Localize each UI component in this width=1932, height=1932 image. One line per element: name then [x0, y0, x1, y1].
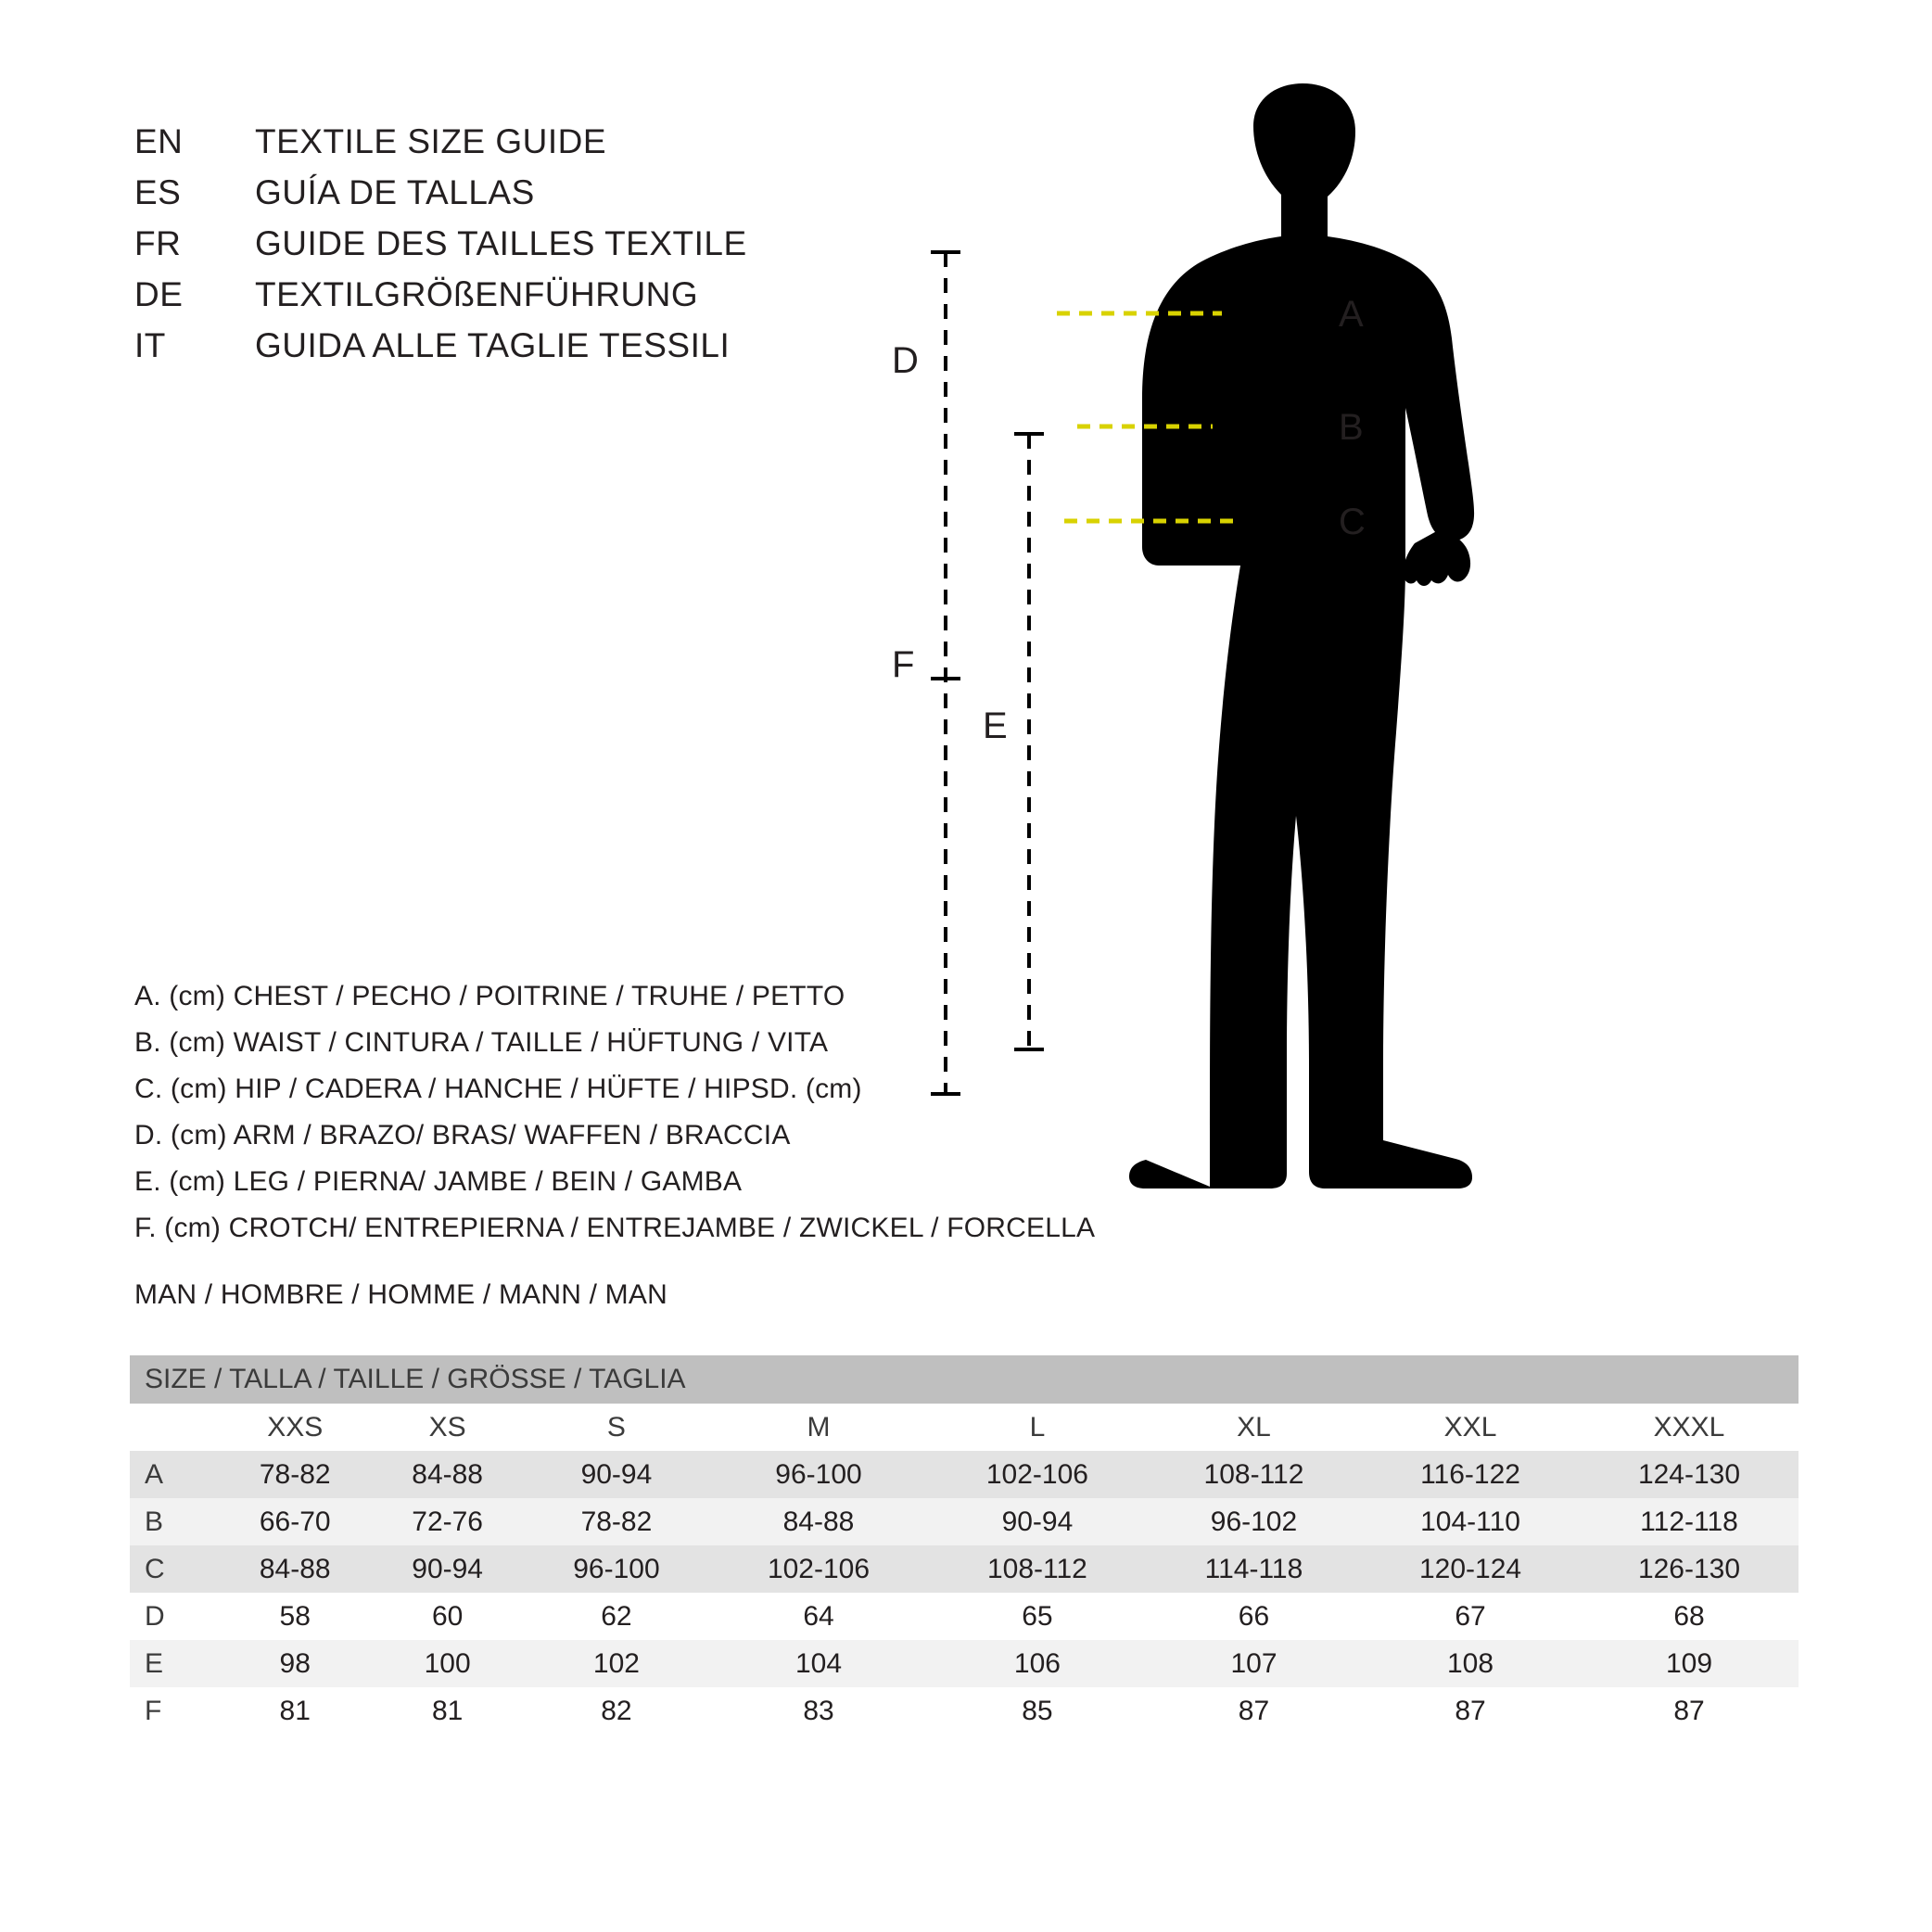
cell-c-xl: 114-118 — [1147, 1545, 1361, 1593]
title-lang-text: GUIDA ALLE TAGLIE TESSILI — [255, 326, 731, 364]
cell-d-xs: 60 — [371, 1593, 523, 1640]
cell-c-xxs: 84-88 — [219, 1545, 371, 1593]
cell-b-l: 90-94 — [928, 1498, 1147, 1545]
legend-item-f: F. (cm) CROTCH/ ENTREPIERNA / ENTREJAMBE / ZWICKEL / FORCELLA — [134, 1213, 1096, 1243]
table-band-header — [130, 1355, 1799, 1404]
cell-f-xs: 81 — [371, 1687, 523, 1735]
cell-b-xxxl: 112-118 — [1580, 1498, 1799, 1545]
callout-label-b: B — [1339, 407, 1364, 448]
title-row — [134, 320, 969, 371]
corner-cell — [130, 1404, 219, 1451]
table-row — [130, 1593, 1799, 1640]
cell-e-xxs: 98 — [219, 1640, 371, 1687]
size-header-m: M — [709, 1404, 928, 1451]
cell-a-xxxl: 124-130 — [1580, 1451, 1799, 1498]
callout-label-e: E — [983, 705, 1008, 746]
title-lang-text: TEXTILE SIZE GUIDE — [255, 122, 607, 160]
row-label-a: A — [130, 1451, 219, 1498]
cell-d-l: 65 — [928, 1593, 1147, 1640]
title-lang-code: FR — [134, 224, 182, 262]
dimension-e — [1014, 434, 1044, 1049]
cell-d-xxxl: 68 — [1580, 1593, 1799, 1640]
cell-e-s: 102 — [524, 1640, 709, 1687]
table-row — [130, 1545, 1799, 1593]
cell-c-xxl: 120-124 — [1361, 1545, 1580, 1593]
callout-label-c: C — [1339, 502, 1366, 542]
cell-f-m: 83 — [709, 1687, 928, 1735]
table-row — [130, 1498, 1799, 1545]
callout-label-a: A — [1339, 294, 1364, 335]
cell-f-xxs: 81 — [219, 1687, 371, 1735]
callout-label-d: D — [892, 340, 919, 381]
title-block — [134, 116, 969, 371]
size-header-xxl: XXL — [1361, 1404, 1580, 1451]
cell-b-xxs: 66-70 — [219, 1498, 371, 1545]
cell-e-xxl: 108 — [1361, 1640, 1580, 1687]
cell-e-xxxl: 109 — [1580, 1640, 1799, 1687]
title-lang-text: TEXTILGRÖßENFÜHRUNG — [255, 275, 699, 313]
row-label-c: C — [130, 1545, 219, 1593]
cell-a-m: 96-100 — [709, 1451, 928, 1498]
cell-a-l: 102-106 — [928, 1451, 1147, 1498]
cell-f-s: 82 — [524, 1687, 709, 1735]
title-row — [134, 269, 969, 320]
legend-item-b: B. (cm) WAIST / CINTURA / TAILLE / HÜFTUNG / VITA — [134, 1027, 829, 1058]
cell-d-xl: 66 — [1147, 1593, 1361, 1640]
legend-item-e: E. (cm) LEG / PIERNA/ JAMBE / BEIN / GAMBA — [134, 1166, 743, 1197]
silhouette-body — [1129, 83, 1474, 1188]
table-row — [130, 1687, 1799, 1735]
title-lang-code: DE — [134, 275, 184, 313]
title-lang-code: ES — [134, 173, 182, 211]
legend-item-c: C. (cm) HIP / CADERA / HANCHE / HÜFTE / HIPSD. (cm) — [134, 1074, 862, 1104]
cell-b-xxl: 104-110 — [1361, 1498, 1580, 1545]
title-lang-code: EN — [134, 122, 184, 160]
cell-e-l: 106 — [928, 1640, 1147, 1687]
size-header-s: S — [524, 1404, 709, 1451]
row-label-b: B — [130, 1498, 219, 1545]
cell-d-s: 62 — [524, 1593, 709, 1640]
legend-item-d: D. (cm) ARM / BRAZO/ BRAS/ WAFFEN / BRACCIA — [134, 1120, 791, 1150]
size-table-wrap — [130, 1355, 1799, 1735]
title-row — [134, 167, 969, 218]
row-label-e: E — [130, 1640, 219, 1687]
size-table — [130, 1355, 1799, 1735]
cell-d-xxl: 67 — [1361, 1593, 1580, 1640]
cell-f-xxl: 87 — [1361, 1687, 1580, 1735]
cell-e-xl: 107 — [1147, 1640, 1361, 1687]
size-header-xl: XL — [1147, 1404, 1361, 1451]
size-band-label: SIZE / TALLA / TAILLE / GRÖSSE / TAGLIA — [130, 1355, 1799, 1404]
cell-a-xl: 108-112 — [1147, 1451, 1361, 1498]
size-header-xs: XS — [371, 1404, 523, 1451]
cell-a-s: 90-94 — [524, 1451, 709, 1498]
silhouette-diagram — [892, 83, 1891, 1224]
cell-b-xs: 72-76 — [371, 1498, 523, 1545]
cell-c-l: 108-112 — [928, 1545, 1147, 1593]
cell-b-s: 78-82 — [524, 1498, 709, 1545]
cell-c-xs: 90-94 — [371, 1545, 523, 1593]
cell-c-xxxl: 126-130 — [1580, 1545, 1799, 1593]
title-lang-code: IT — [134, 326, 166, 364]
cell-f-xl: 87 — [1147, 1687, 1361, 1735]
title-lang-text: GUIDE DES TAILLES TEXTILE — [255, 224, 747, 262]
table-size-header-row — [130, 1404, 1799, 1451]
title-row — [134, 116, 969, 167]
male-silhouette-icon — [1129, 83, 1474, 1188]
title-row — [134, 218, 969, 269]
cell-d-xxs: 58 — [219, 1593, 371, 1640]
cell-a-xxs: 78-82 — [219, 1451, 371, 1498]
cell-b-xl: 96-102 — [1147, 1498, 1361, 1545]
cell-b-m: 84-88 — [709, 1498, 928, 1545]
legend-item-a: A. (cm) CHEST / PECHO / POITRINE / TRUHE / PETTO — [134, 981, 845, 1011]
size-header-xxs: XXS — [219, 1404, 371, 1451]
size-header-l: L — [928, 1404, 1147, 1451]
table-row — [130, 1640, 1799, 1687]
cell-f-l: 85 — [928, 1687, 1147, 1735]
cell-e-xs: 100 — [371, 1640, 523, 1687]
cell-f-xxxl: 87 — [1580, 1687, 1799, 1735]
cell-a-xs: 84-88 — [371, 1451, 523, 1498]
size-header-xxxl: XXXL — [1580, 1404, 1799, 1451]
dimension-f — [931, 252, 960, 1094]
cell-e-m: 104 — [709, 1640, 928, 1687]
callout-label-f: F — [892, 644, 915, 685]
cell-c-m: 102-106 — [709, 1545, 928, 1593]
title-lang-text: GUÍA DE TALLAS — [255, 173, 535, 211]
row-label-f: F — [130, 1687, 219, 1735]
cell-d-m: 64 — [709, 1593, 928, 1640]
gender-note: MAN / HOMBRE / HOMME / MANN / MAN — [134, 1279, 667, 1310]
table-row — [130, 1451, 1799, 1498]
cell-a-xxl: 116-122 — [1361, 1451, 1580, 1498]
row-label-d: D — [130, 1593, 219, 1640]
cell-c-s: 96-100 — [524, 1545, 709, 1593]
